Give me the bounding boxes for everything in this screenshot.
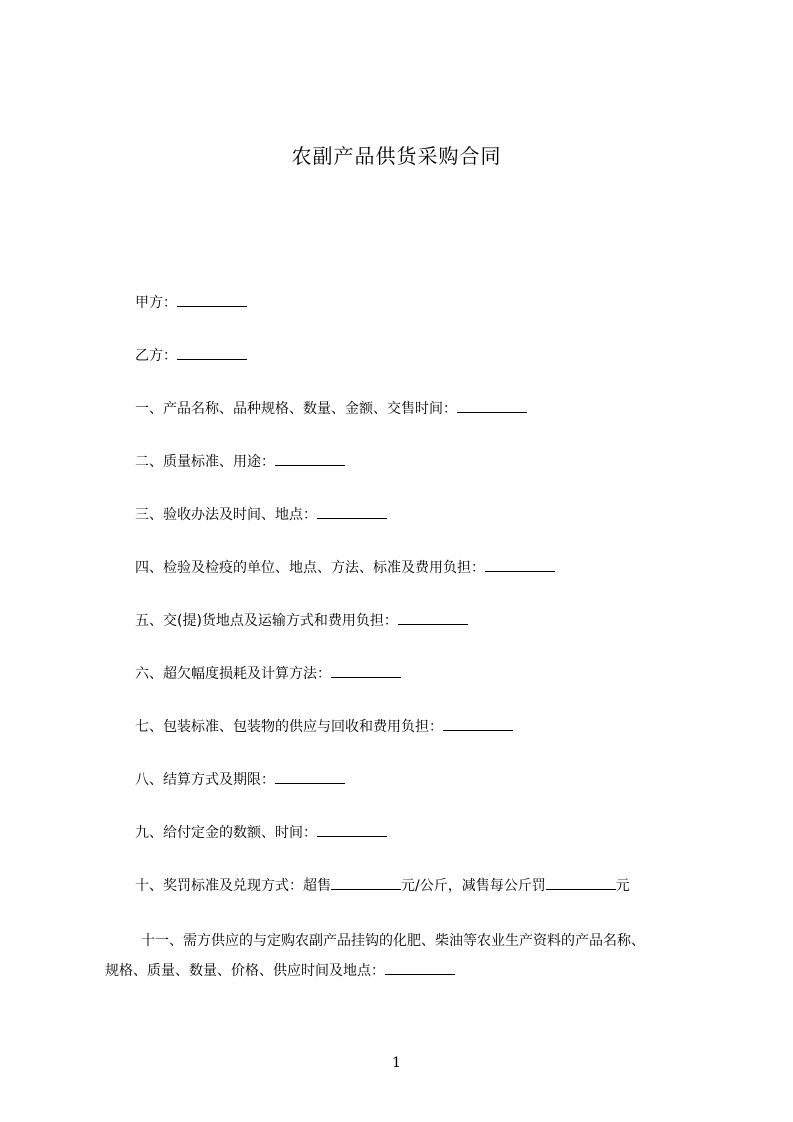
- clause-9: [135, 822, 387, 843]
- party-b-blank[interactable]: [177, 345, 247, 360]
- clause-8-text: 八、结算方式及期限：: [135, 772, 275, 788]
- clause-9-text: 九、给付定金的数额、时间：: [135, 825, 317, 841]
- clause-5-blank[interactable]: [398, 610, 468, 625]
- clause-2-text: 二、质量标准、用途：: [135, 454, 275, 470]
- clause-11-line-1: 十一、需方供应的与定购农副产品挂钩的化肥、柴油等农业生产资料的产品名称、: [141, 933, 645, 949]
- clause-10-penalty-blank[interactable]: [546, 875, 616, 890]
- clause-4: [135, 557, 555, 578]
- clause-2: [135, 451, 345, 472]
- clause-10: [135, 875, 630, 896]
- clause-5-text: 五、交(提)货地点及运输方式和费用负担：: [135, 613, 398, 629]
- clause-5: [135, 610, 468, 631]
- clause-11-blank[interactable]: [385, 960, 455, 975]
- clause-7-text: 七、包装标准、包装物的供应与回收和费用负担：: [135, 719, 443, 735]
- clause-2-blank[interactable]: [275, 451, 345, 466]
- clause-4-blank[interactable]: [485, 557, 555, 572]
- clause-8: [135, 769, 345, 790]
- clause-11: [105, 926, 705, 986]
- page-number: 1: [392, 1055, 401, 1071]
- clause-3-text: 三、验收办法及时间、地点：: [135, 507, 317, 523]
- clause-3-blank[interactable]: [317, 504, 387, 519]
- clause-10-prefix: 十、奖罚标准及兑现方式：超售: [135, 878, 331, 894]
- party-a-label: 甲方：: [135, 295, 177, 311]
- clause-10-mid: 元/公斤，减售每公斤罚: [401, 878, 546, 894]
- party-a-line: [135, 292, 247, 313]
- clause-6-text: 六、超欠幅度损耗及计算方法：: [135, 666, 331, 682]
- clause-7: [135, 716, 513, 737]
- document-title: 农副产品供货采购合同: [291, 144, 502, 168]
- clause-6: [135, 663, 401, 684]
- clause-1-blank[interactable]: [457, 398, 527, 413]
- clause-4-text: 四、检验及检疫的单位、地点、方法、标准及费用负担：: [135, 560, 485, 576]
- clause-10-suffix: 元: [615, 878, 630, 894]
- party-b-label: 乙方：: [135, 348, 177, 364]
- clause-1-text: 一、产品名称、品种规格、数量、金额、交售时间：: [135, 401, 457, 417]
- clause-7-blank[interactable]: [443, 716, 513, 731]
- clause-3: [135, 504, 387, 525]
- clause-8-blank[interactable]: [275, 769, 345, 784]
- clause-10-oversell-blank[interactable]: [331, 875, 401, 890]
- party-b-line: [135, 345, 247, 366]
- clause-11-line-2: [105, 956, 705, 986]
- clause-6-blank[interactable]: [331, 663, 401, 678]
- clause-11-line-2-text: 规格、质量、数量、价格、供应时间及地点：: [105, 963, 385, 979]
- party-a-blank[interactable]: [177, 292, 247, 307]
- clause-9-blank[interactable]: [317, 822, 387, 837]
- clause-1: [135, 398, 527, 419]
